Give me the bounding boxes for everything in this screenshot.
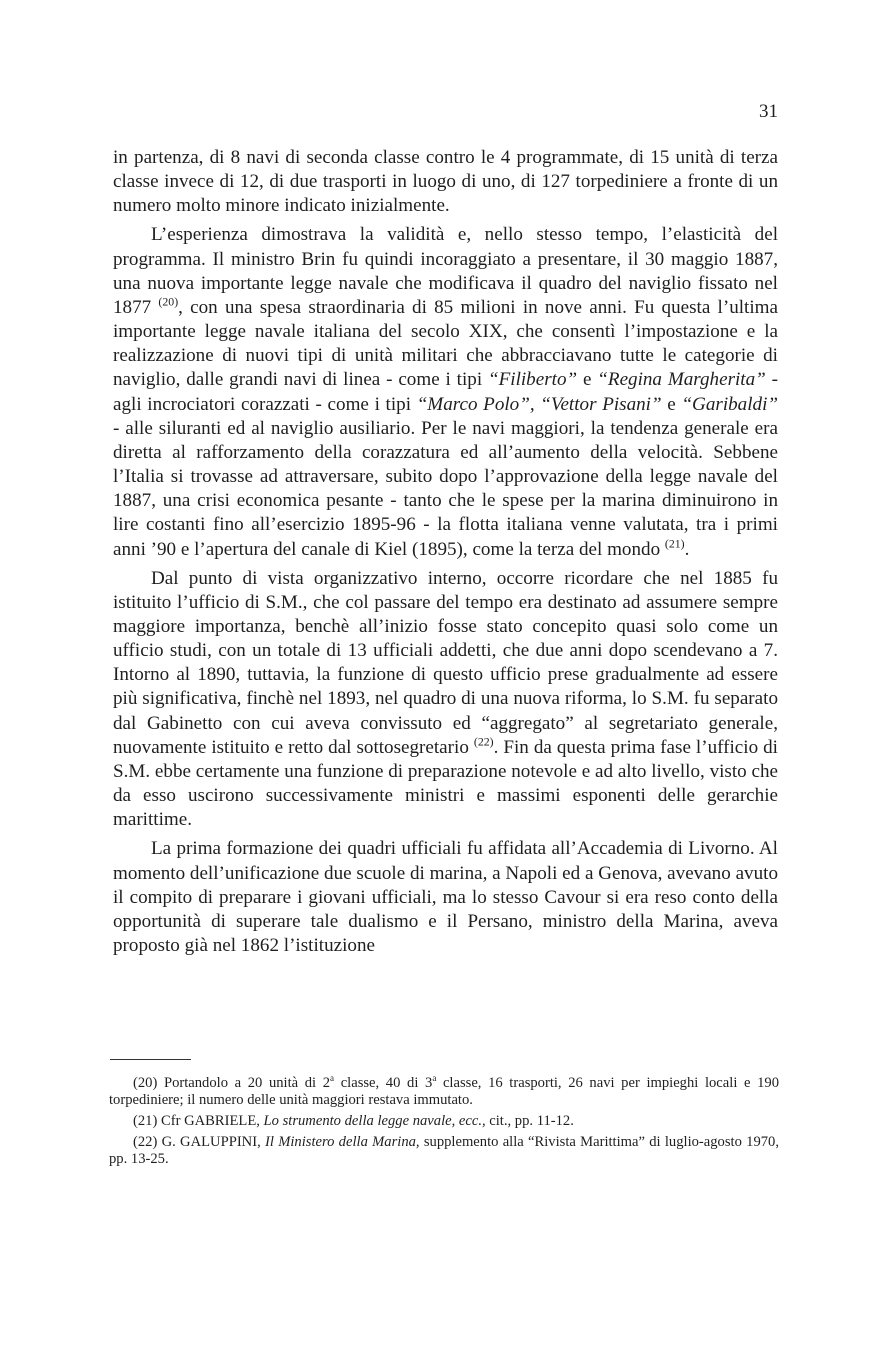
italic-title: Il Ministero della Marina, — [265, 1134, 420, 1150]
paragraph-1 — [113, 146, 778, 218]
text-run: La prima formazione dei quadri ufficiali fu affidata all’Accademia di Livorno. Al momento dell’unificazione due scuole di marina, a Napoli ed a Genova, avevano avuto il compito di preparare i giovani ufficiali, ma lo stesso Cavour si era reso conto della opportunità di superare tale dualismo e il Persano, ministro della Marina, aveva proposto già nel 1862 l’istituzione — [113, 838, 778, 956]
text-run: Dal punto di vista organizzativo interno, occorre ricordare che nel 1885 fu istituito l’ufficio di S.M., che col passare del tempo era destinato ad assumere sempre maggiore importanza, benchè all’inizio fosse stato concepito quasi solo come un ufficio studi, con un totale di 13 ufficiali addetti, che due anni dopo scendevano a 7. Intorno al 1890, tuttavia, la funzione di questo ufficio prese gradualmente ad essere più significativa, finchè nel 1893, nel quadro di una nuova riforma, lo S.M. fu separato dal Gabinetto con cui aveva convissuto ed “aggregato” al segretariato generale, nuovamente istituito e retto dal sottosegretario — [113, 567, 778, 758]
ordinal-superscript: a — [432, 1073, 437, 1084]
text-run: cit., pp. 11-12. — [485, 1113, 574, 1129]
italic-ship-name: “Filiberto” — [487, 369, 578, 391]
text-run: in partenza, di 8 navi di seconda classe contro le 4 programmate, di 15 unità di terza classe invece di 12, di due trasporti in luogo di uno, di 127 torpediniere a fronte di un numero molto minore indicato inizialmente. — [113, 147, 778, 217]
text-run: - agli incrociatori corazzati - come i tipi — [113, 369, 778, 415]
italic-ship-name: “Marco Polo”, “Vettor Pisani” — [416, 393, 662, 415]
italic-ship-name: “Garibaldi” — [681, 393, 778, 415]
footnote-ref-21[interactable]: (21) — [664, 536, 685, 551]
text-run: Cfr GABRIELE, — [157, 1113, 264, 1129]
text-run: supplemento alla “Rivista Marittima” di luglio-agosto 1970, pp. 13-25. — [109, 1134, 779, 1167]
text-run: Portandolo a 20 unità di 2 — [157, 1075, 331, 1091]
text-run: e — [661, 393, 682, 415]
text-run: classe, 40 di 3 — [334, 1075, 433, 1091]
footnote-number: (20) — [133, 1075, 158, 1091]
text-run: . — [684, 538, 690, 560]
text-run: classe, 16 trasporti, 26 navi per impieghi locali e 190 torpediniere; il numero delle unità maggiori restava immutato. — [109, 1075, 779, 1108]
text-run: - alle siluranti ed al naviglio ausiliario. Per le navi maggiori, la tendenza generale era diretta al rafforzamento della corazzatura ed all’aumento della velocità. Sebbene l’Italia si trovasse ad attraversare, subito dopo l’approvazione della legge navale del 1887, una crisi economica pesante - tanto che le spese per la marina diminuirono in lire costanti fino all’esercizio 1895-96 - la flotta italiana venne valutata, tra i primi anni ’90 e l’apertura del canale di Kiel (1895), come la terza del mondo — [113, 417, 778, 560]
footnote-22 — [109, 1134, 779, 1168]
footnote-number: (21) — [133, 1113, 158, 1129]
paragraph-4 — [113, 837, 778, 958]
italic-title: Lo strumento della legge navale, ecc., — [263, 1113, 486, 1129]
footnote-20 — [109, 1075, 779, 1109]
footnote-separator — [110, 1059, 191, 1060]
footnote-ref-22[interactable]: (22) — [473, 734, 494, 749]
footnote-ref-20[interactable]: (20) — [158, 294, 179, 309]
body-text — [113, 146, 778, 958]
text-run: G. GALUPPINI, — [157, 1134, 266, 1150]
ordinal-superscript: a — [330, 1073, 335, 1084]
text-run: e — [577, 369, 598, 391]
paragraph-3 — [113, 567, 778, 833]
text-run: , con una spesa straordinaria di 85 milioni in nove anni. Fu questa l’ultima importante legge navale italiana del secolo XIX, che consentì l’impostazione e la realizzazione di nuovi tipi di unità militari che abbracciavano tutte le categorie di naviglio, dalle grandi navi di linea - come i tipi — [113, 296, 778, 391]
paragraph-2 — [113, 223, 778, 561]
footnote-number: (22) — [133, 1134, 158, 1150]
page-number: 31 — [759, 101, 778, 122]
footnotes — [109, 1075, 779, 1172]
italic-ship-name: “Regina Margherita” — [597, 369, 766, 391]
text-run: . Fin da questa prima fase l’ufficio di S.M. ebbe certamente una funzione di preparazione notevole e ad alto livello, visto che da esso uscirono successivamente ministri e massimi esponenti delle gerarchie marittime. — [113, 736, 778, 831]
text-run: L’esperienza dimostrava la validità e, nello stesso tempo, l’elasticità del programma. Il ministro Brin fu quindi incoraggiato a presentare, il 30 maggio 1887, una nuova importante legge navale che modificava il quadro del naviglio fissato nel 1877 — [113, 224, 778, 318]
footnote-21 — [109, 1113, 779, 1130]
